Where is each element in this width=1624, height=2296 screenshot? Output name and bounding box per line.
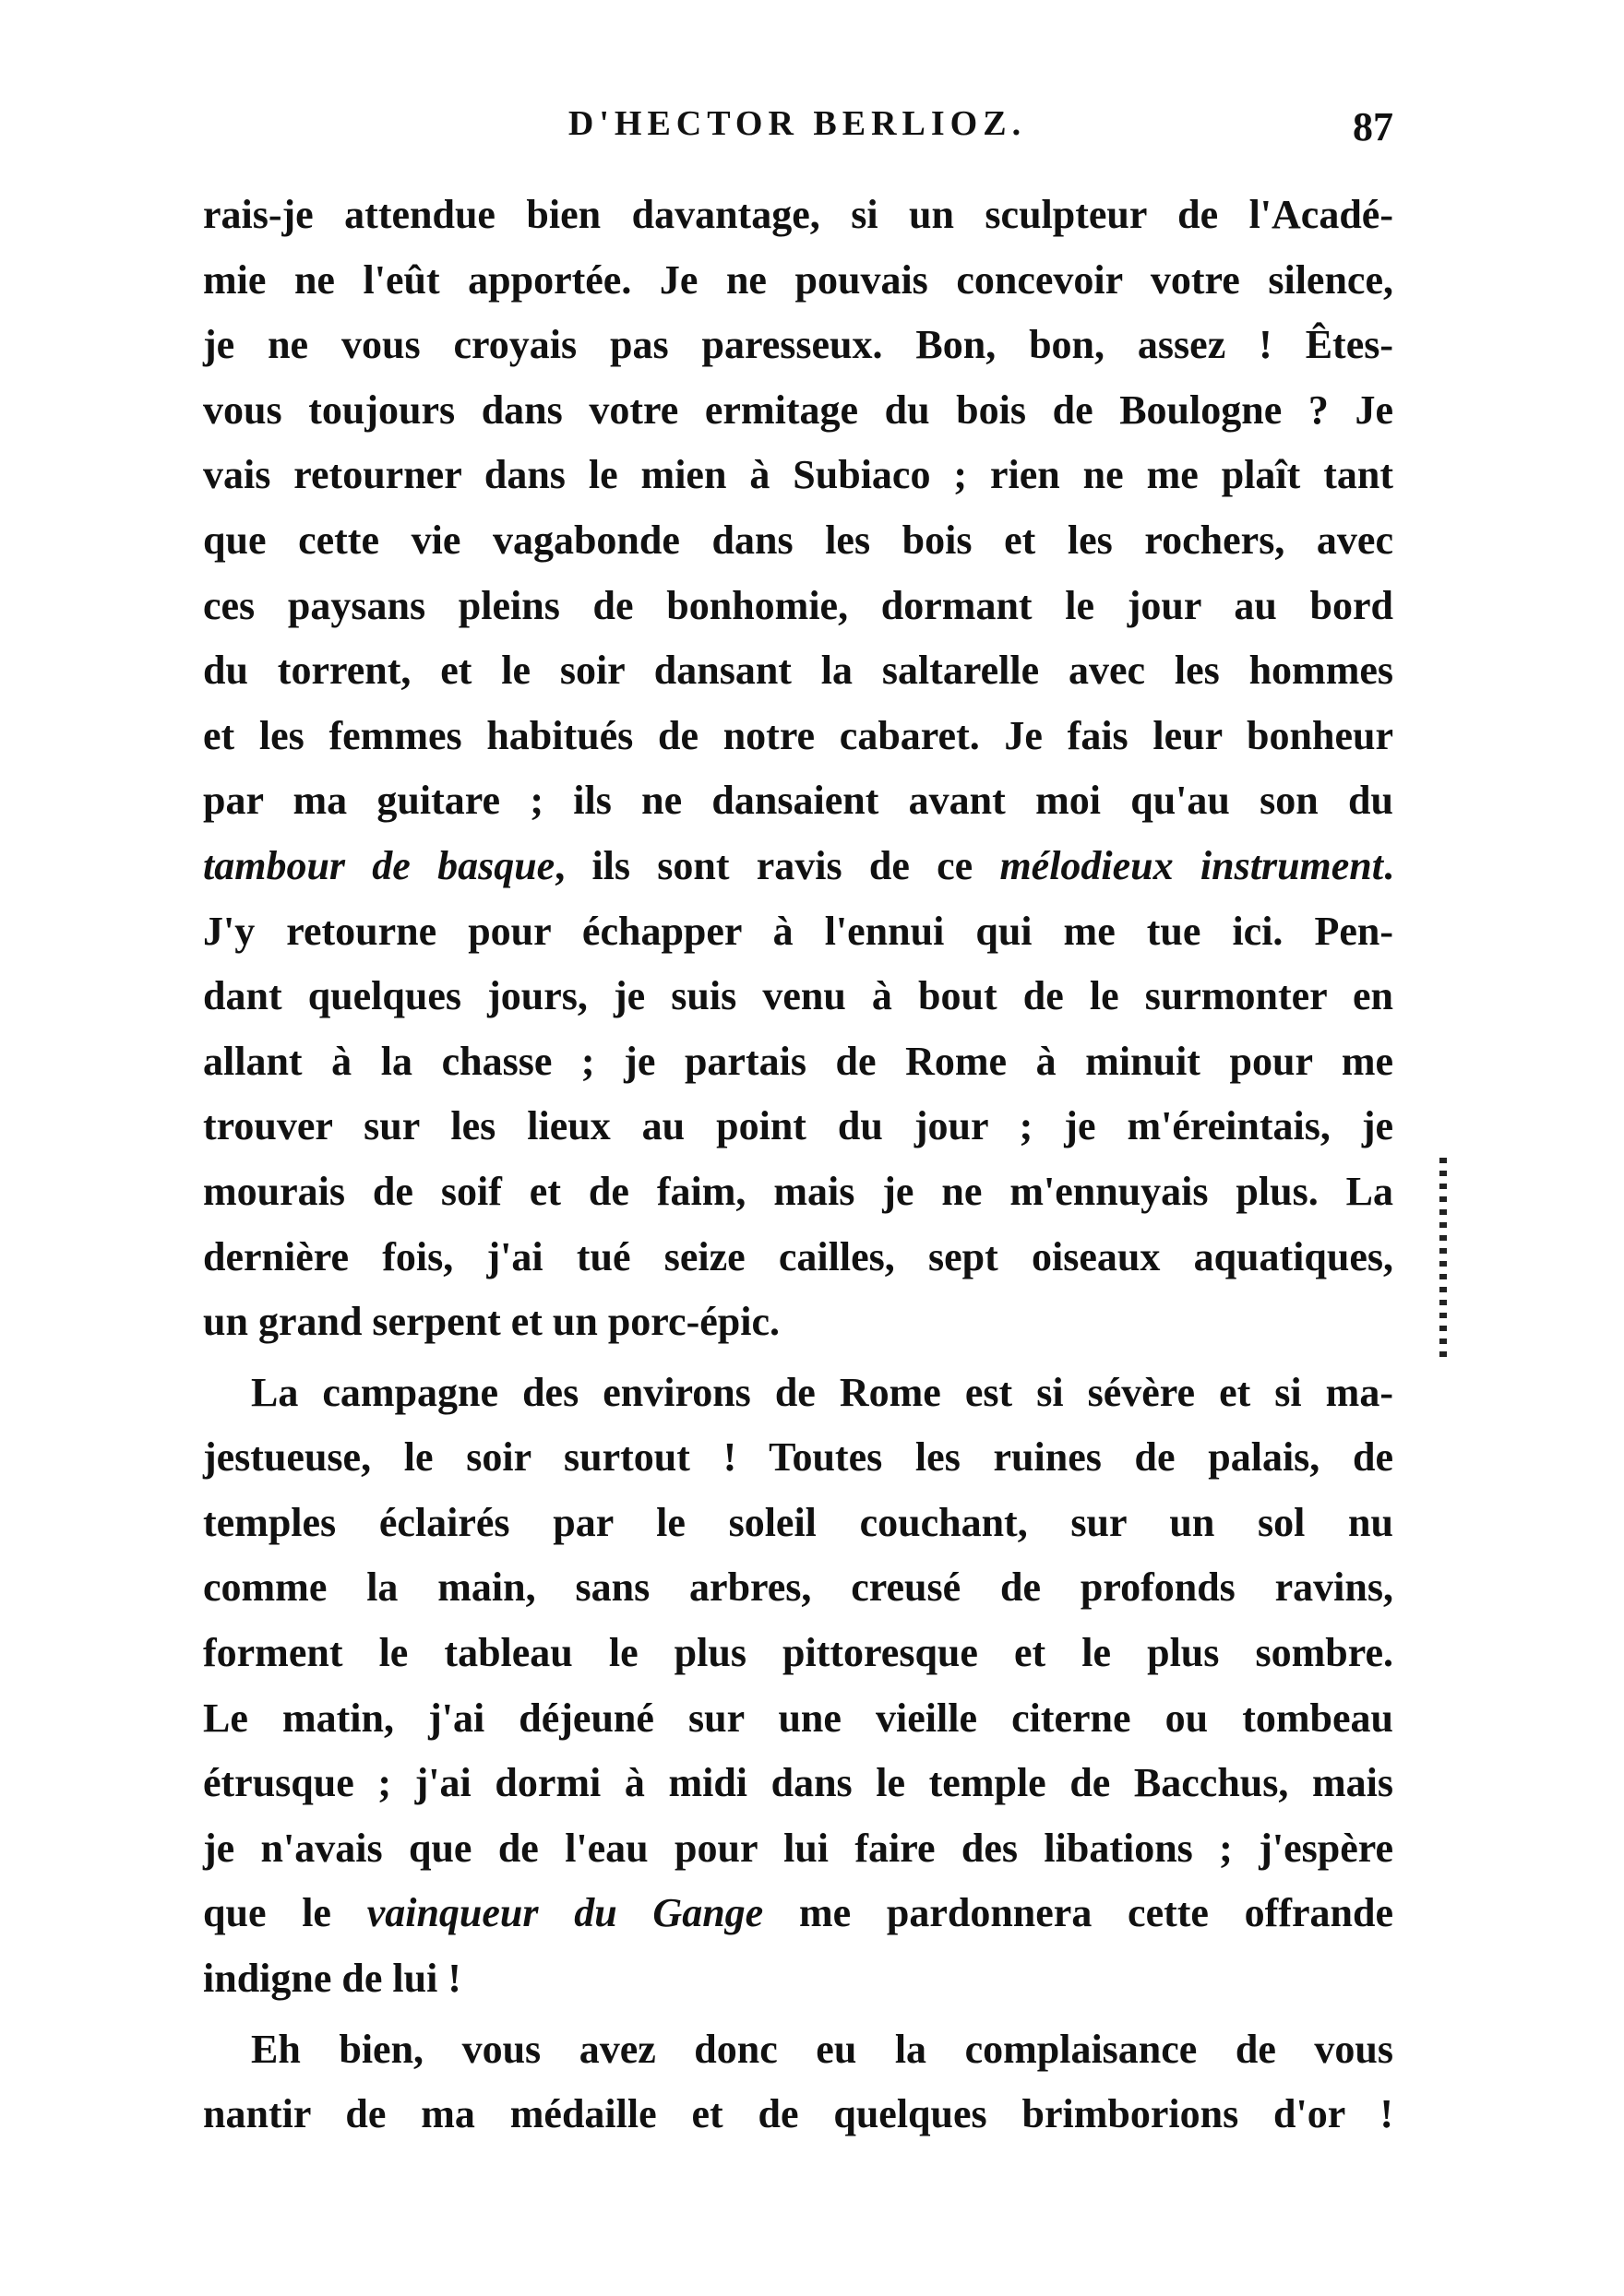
- text-line: [203, 1094, 1393, 1160]
- text-segment: temples éclairés par le soleil couchant, sur un sol nu: [203, 1499, 1393, 1545]
- text-line: [203, 1290, 1393, 1355]
- text-line: [203, 1029, 1393, 1095]
- italic-segment: mélodieux instrument: [999, 842, 1383, 888]
- text-line: [203, 1225, 1393, 1291]
- text-line: [203, 1816, 1393, 1882]
- text-line: [203, 1425, 1393, 1491]
- text-segment: ces paysans pleins de bonhomie, dormant le jour au bord: [203, 582, 1393, 628]
- text-segment: vous toujours dans votre ermitage du bois de Boulogne ? Je: [203, 387, 1393, 433]
- margin-scan-mark: [1439, 1158, 1447, 1361]
- text-line: [203, 378, 1393, 444]
- text-segment: Le matin, j'ai déjeuné sur une vieille citerne ou tombeau: [203, 1695, 1393, 1741]
- text-line: [203, 248, 1393, 314]
- page-number: 87: [1353, 104, 1393, 149]
- text-segment: .: [1383, 842, 1393, 888]
- text-segment: comme la main, sans arbres, creusé de profonds ravins,: [203, 1564, 1393, 1611]
- italic-segment: vainqueur du Gange: [366, 1890, 764, 1936]
- italic-segment: tambour de basque: [203, 842, 555, 888]
- text-segment: que le: [203, 1890, 367, 1936]
- text-line: [203, 183, 1393, 248]
- text-line: [203, 638, 1393, 704]
- text-segment: par ma guitare ; ils ne dansaient avant moi qu'au son du: [203, 778, 1393, 824]
- text-line: [203, 1621, 1393, 1686]
- text-segment: indigne de lui !: [203, 1956, 461, 2002]
- text-segment: , ils sont ravis de ce: [555, 842, 1000, 888]
- text-segment: me pardonnera cette offrande: [763, 1890, 1393, 1936]
- text-line: [203, 508, 1393, 574]
- text-line: [203, 1881, 1393, 1946]
- text-segment: mourais de soif et de faim, mais je ne m'ennuyais plus. La: [203, 1168, 1393, 1214]
- text-line: [203, 2082, 1393, 2147]
- text-line: [203, 704, 1393, 769]
- text-segment: mie ne l'eût apportée. Je ne pouvais concevoir votre silence,: [203, 256, 1393, 303]
- text-line: [203, 1491, 1393, 1556]
- text-segment: du torrent, et le soir dansant la saltarelle avec les hommes: [203, 648, 1393, 694]
- text-line: [203, 834, 1393, 899]
- text-line: [203, 899, 1393, 965]
- text-line: [203, 574, 1393, 639]
- text-line: [203, 313, 1393, 378]
- text-segment: dant quelques jours, je suis venu à bout de le surmonter en: [203, 973, 1393, 1019]
- text-segment: rais-je attendue bien davantage, si un sculpteur de l'Acadé-: [203, 192, 1393, 237]
- text-segment: La campagne des environs de Rome est si sévère et si ma-: [251, 1369, 1393, 1415]
- text-line: [203, 1555, 1393, 1621]
- text-segment: dernière fois, j'ai tué seize cailles, sept oiseaux aquatiques,: [203, 1233, 1393, 1279]
- text-line: [203, 1160, 1393, 1225]
- text-line: [203, 443, 1393, 508]
- body-text: [203, 183, 1393, 2147]
- text-line: [203, 1686, 1393, 1752]
- text-line: [203, 1946, 1393, 2012]
- running-title: D'HECTOR BERLIOZ.: [567, 104, 1027, 143]
- text-segment: vais retourner dans le mien à Subiaco ; rien ne me plaît tant: [203, 452, 1393, 498]
- text-segment: je ne vous croyais pas paresseux. Bon, bon, assez ! Êtes-: [203, 322, 1393, 368]
- text-line: [203, 768, 1393, 834]
- text-segment: et les femmes habitués de notre cabaret. Je fais leur bonheur: [203, 712, 1393, 758]
- text-segment: étrusque ; j'ai dormi à midi dans le temple de Bacchus, mais: [203, 1760, 1393, 1806]
- text-line: [203, 1751, 1393, 1816]
- text-line: [203, 1361, 1393, 1426]
- text-segment: nantir de ma médaille et de quelques brimborions d'or !: [203, 2091, 1393, 2137]
- text-segment: Eh bien, vous avez donc eu la complaisance de vous: [251, 2026, 1393, 2072]
- text-line: [203, 964, 1393, 1029]
- text-line: [203, 2017, 1393, 2083]
- text-segment: je n'avais que de l'eau pour lui faire des libations ; j'espère: [203, 1825, 1393, 1871]
- text-segment: jestueuse, le soir surtout ! Toutes les ruines de palais, de: [203, 1434, 1393, 1481]
- running-head: [201, 103, 1393, 159]
- text-segment: allant à la chasse ; je partais de Rome à minuit pour me: [203, 1038, 1393, 1084]
- text-segment: forment le tableau le plus pittoresque et le plus sombre.: [203, 1630, 1393, 1676]
- text-segment: un grand serpent et un porc-épic.: [203, 1299, 780, 1345]
- text-segment: trouver sur les lieux au point du jour ; je m'éreintais, je: [203, 1103, 1393, 1149]
- text-segment: que cette vie vagabonde dans les bois et les rochers, avec: [203, 517, 1393, 563]
- text-segment: J'y retourne pour échapper à l'ennui qui me tue ici. Pen-: [203, 908, 1393, 954]
